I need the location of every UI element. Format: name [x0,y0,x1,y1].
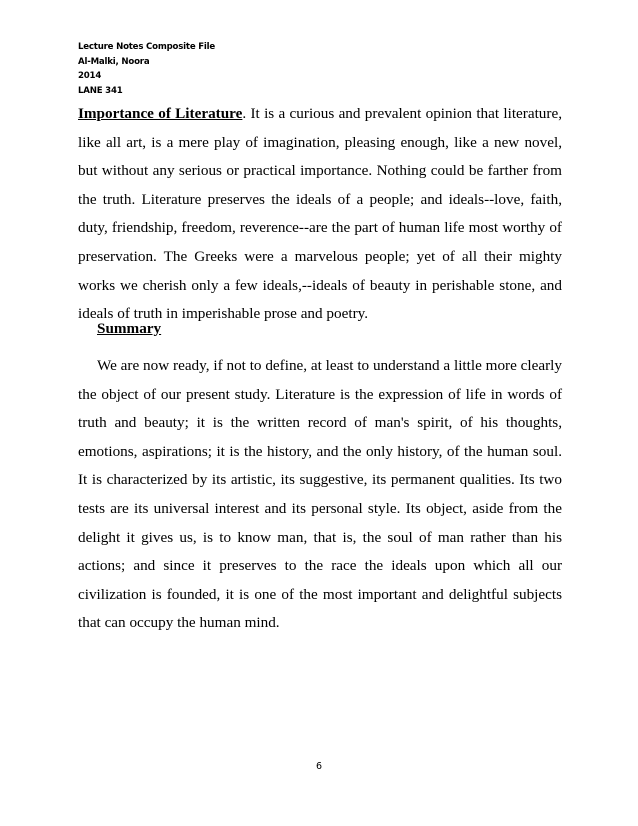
importance-text: . It is a curious and prevalent opinion that literature, like all art, is a mere play of imagination, pleasing enough, like a new novel, but without any serious or practical importance. Nothing could be farther from the truth. Literature preserves the ideals of a people; and ideals--love, faith, duty, friendship, freedom, reverence--are the part of human life most worthy of preservation. The Greeks were a marvelous people; yet of all their mighty works we cherish only a few ideals,--ideals of beauty in perishable stone, and ideals of truth in imperishable prose and poetry. [78,105,562,323]
header-file-title: Lecture Notes Composite File [78,42,216,52]
importance-paragraph [78,100,562,329]
page-number: 6 [315,761,323,772]
header-year: 2014 [78,71,102,81]
page-header [78,40,215,98]
header-author: Al-Malki, Noora [78,56,150,67]
importance-heading: Importance of Literature [78,105,243,122]
summary-heading: Summary [97,320,162,337]
summary-paragraph: We are now ready, if not to define, at least to understand a little more clearly the object of our present study. Literature is the expression of life in words of truth and beauty; it is the written record of man's spirit, of his thoughts, emotions, aspirations; it is the history, and the only history, of the human soul. It is characterized by its artistic, its suggestive, its permanent qualities. Its two tests are its universal interest and its personal style. Its object, aside from the delight it gives us, is to know man, that is, the soul of man rather than his actions; and since it preserves to the race the ideals upon which all our civilization is founded, it is one of the most important and delightful subjects that can occupy the human mind. [78,357,562,632]
header-course: LANE 341 [78,85,123,96]
